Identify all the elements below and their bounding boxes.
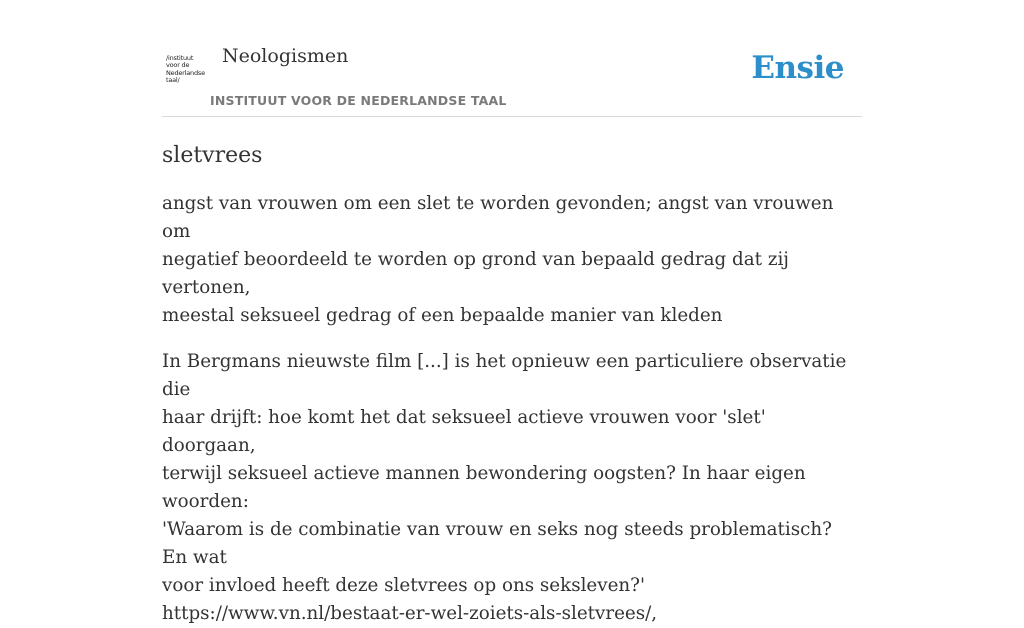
ivdnt-logo[interactable] <box>166 55 208 85</box>
site-name-link[interactable]: Neologismen <box>222 45 349 67</box>
logo-line: /instituut <box>166 54 194 62</box>
example-line: terwijl seksueel actieve mannen bewondering oogsten? In haar eigen woorden: <box>162 463 806 512</box>
example-line: haar drijft: hoe komt het dat seksueel actieve vrouwen voor 'slet' doorgaan, <box>162 407 766 456</box>
example-line: In Bergmans nieuwste film [...] is het opnieuw een particuliere observatie die <box>162 351 847 400</box>
example-quote <box>162 348 862 628</box>
headword: sletvrees <box>162 143 263 168</box>
logo-line: Nederlandse <box>166 68 205 77</box>
ensie-logo[interactable]: Ensie <box>751 50 844 86</box>
definition <box>162 190 862 330</box>
definition-line: negatief beoordeeld te worden op grond van bepaald gedrag dat zij vertonen, <box>162 249 789 298</box>
example-line: voor invloed heeft deze sletvrees op ons seksleven?' <box>162 575 645 596</box>
source-url: https://www.vn.nl/bestaat-er-wel-zoiets-als-sletvrees/, <box>162 603 658 624</box>
logo-line: taal/ <box>166 76 180 85</box>
header <box>162 0 862 117</box>
entry-card <box>162 0 862 628</box>
example-line: 'Waarom is de combinatie van vrouw en seks nog steeds problematisch? En wat <box>162 519 832 568</box>
definition-line: meestal seksueel gedrag of een bepaalde manier van kleden <box>162 305 723 326</box>
definition-line: angst van vrouwen om een slet te worden gevonden; angst van vrouwen om <box>162 193 834 242</box>
organization-name: INSTITUUT VOOR DE NEDERLANDSE TAAL <box>210 93 507 108</box>
logo-line: voor de <box>166 61 190 70</box>
